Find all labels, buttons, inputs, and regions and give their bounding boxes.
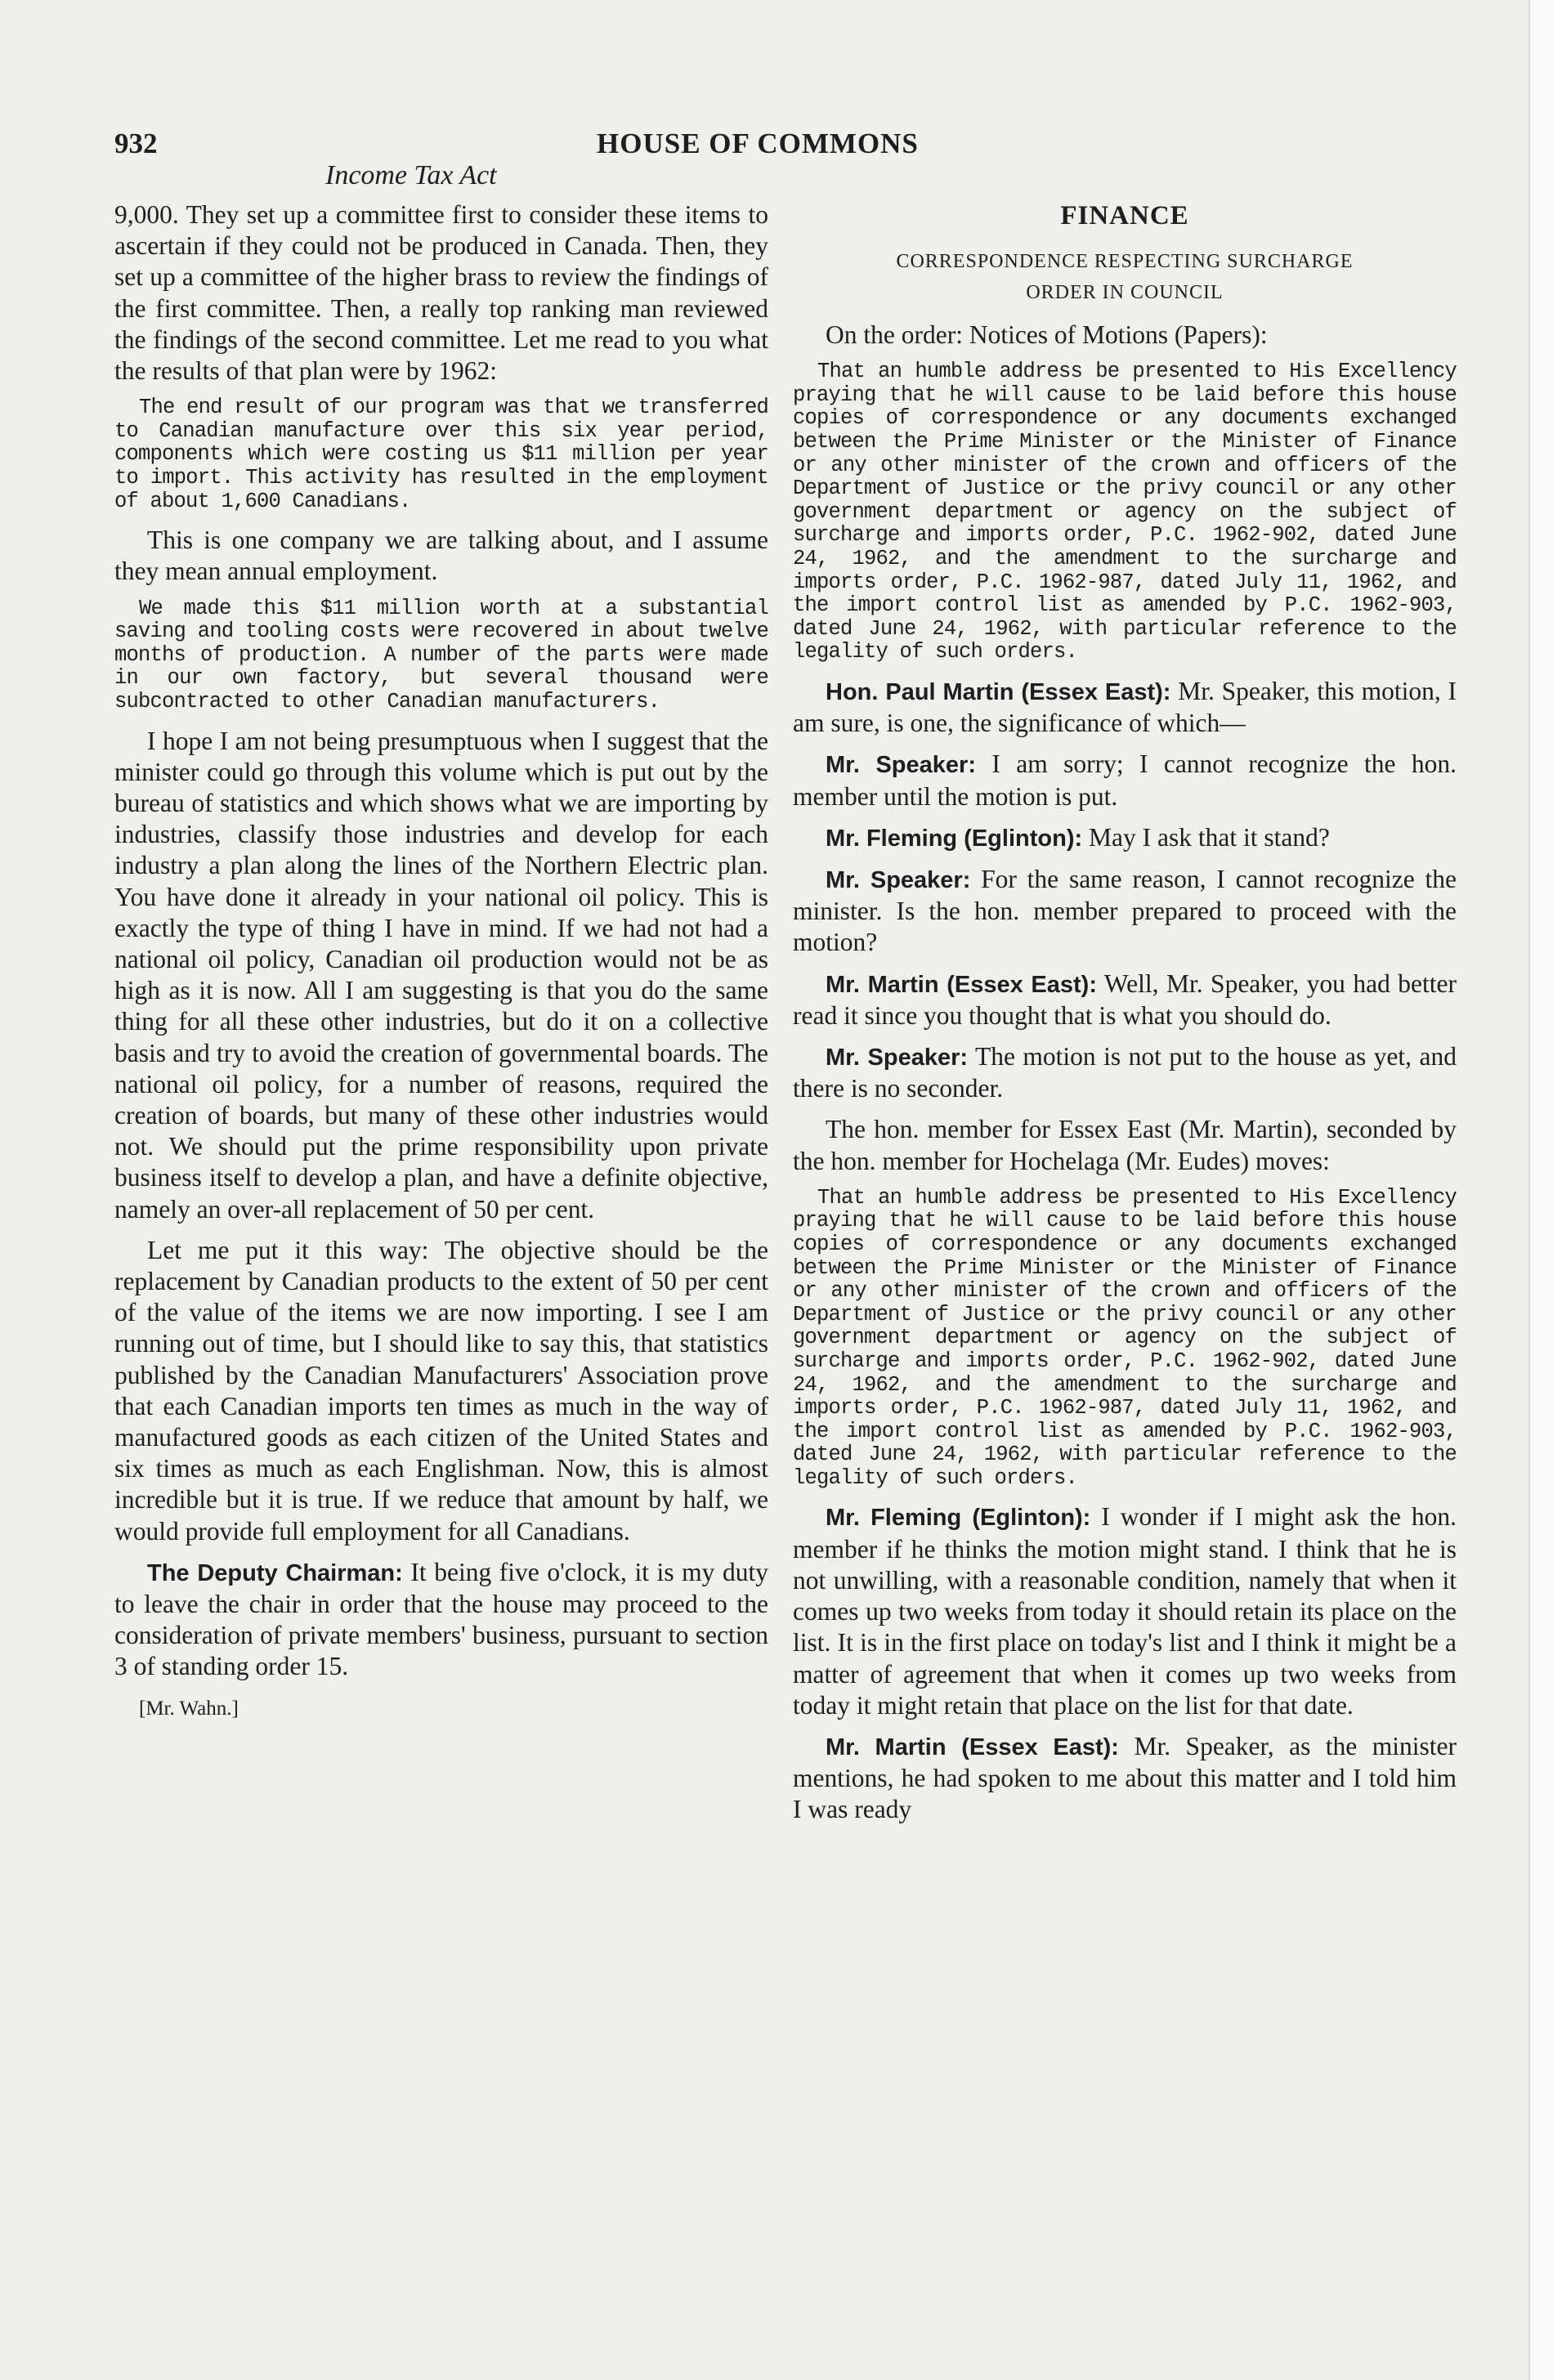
section-title: FINANCE [1060,201,1189,230]
paragraph: I hope I am not being presumptuous when I suggest that the minister could go through this volume which is put out by the bureau of statistics and which shows what we are importing by industries, classify those industries and develop for each industry a plan along the lines of the Northern Electric plan. You have done it already in your national oil policy. This is exactly the type of thing I have in mind. If we had not had a national oil policy, Canadian oil production would not be as high as it is now. All I am suggesting is that you do the same thing for all these other industries, but do it on a collective basis and try to avoid the creation of governmental boards. The national oil policy, for a number of reasons, required the creation of boards, but many of these other industries would not. We should put the prime responsibility upon private business itself to develop a plan, and have a definite objective, namely an over-all replacement of 50 per cent. [114,726,768,1224]
speaker-name: Mr. Speaker: [826,866,971,893]
speech-paragraph [793,822,1457,854]
speech-text: The motion is not put to the house as yet, and there is no seconder. [793,1041,1457,1103]
paragraph: On the order: Notices of Motions (Papers): [826,320,1268,349]
quotation: That an humble address be presented to His Excellency praying that he will cause to be laid before this house copies of correspondence or any documents exchanged between the Prime Minister or the Minister of Finance or any other minister of the crown and officers of the Department of Justice or the privy council or any other government department or agency on the subject of surcharge and imports order, P.C. 1962-902, dated June 24, 1962, and the amendment to the surcharge and imports order, P.C. 1962-987, dated July 11, 1962, and the import control list as amended by P.C. 1962-903, dated June 24, 1962, with particular reference to the legality of such orders. [793,360,1457,664]
speech-paragraph [793,1501,1457,1720]
speech-text: May I ask that it stand? [1082,822,1330,852]
speaker-name: Hon. Paul Martin (Essex East): [826,678,1171,705]
paragraph: The hon. member for Essex East (Mr. Martin), seconded by the hon. member for Hochelaga (Mr. Eudes) moves: [793,1115,1457,1175]
speech-text: I wonder if I might ask the hon. member if he thinks the motion might stand. I think that he is not unwilling, with a reasonable condition, namely that when it comes up two weeks from today it should retain its place on the list. It is in the first place on today's list and I think it might be a matter of agreement that when it comes up two weeks from today it might retain that place on the list for that date. [793,1502,1457,1720]
speech-text: For the same reason, I cannot recognize the minister. Is the hon. member prepared to proceed with the motion? [793,864,1457,957]
quotation: That an humble address be presented to His Excellency praying that he will cause to be laid before this house copies of correspondence or any documents exchanged between the Prime Minister or the Minister of Finance or any other minister of the crown and officers of the Department of Justice or the privy council or any other government department or agency on the subject of surcharge and imports order, P.C. 1962-902, dated June 24, 1962, and the amendment to the surcharge and imports order, P.C. 1962-987, dated July 11, 1962, and the import control list as amended by P.C. 1962-903, dated June 24, 1962, with particular reference to the legality of such orders. [793,1185,1457,1490]
speaker-name: Mr. Speaker: [826,752,976,779]
speaker-name: The Deputy Chairman: [147,1559,403,1586]
page-footer-note: [Mr. Wahn.] [139,1697,239,1720]
speaker-name: Mr. Speaker: [826,1044,969,1071]
paragraph: Let me put it this way: The objective should be the replacement by Canadian products to the extent of 50 per cent of the value of the items we are now importing. I see I am running out of time, but I should like to say this, that statistics published by the Canadian Manufacturers' Association prove that each Canadian imports ten times as much in the way of manufactured goods as each citizen of the United States and six times as much as each Englishman. Now, this is almost incredible but it is true. If we reduce that amount by half, we would provide full employment for all Canadians. [114,1235,768,1546]
page-number: 932 [114,128,158,159]
speech-text: Mr. Speaker, this motion, I am sure, is one, the significance of which— [793,676,1457,738]
speaker-name: Mr. Martin (Essex East): [826,971,1097,998]
right-column [793,199,1457,1836]
paragraph: 9,000. They set up a committee first to consider these items to ascertain if they could not be produced in Canada. Then, they set up a committee of the higher brass to review the findings of the first committee. Then, a really top ranking man reviewed the findings of the second committee. Let me read to you what the results of that plan were by 1962: [114,200,768,386]
speech-text: Mr. Speaker, as the minister mentions, he had spoken to me about this matter and I told him I was ready [793,1731,1457,1824]
quotation: The end result of our program was that we transferred to Canadian manufacture over this six year period, components which were costing us $11 million per year to import. This activity has resulted in the employment of about 1,600 Canadians. [114,396,768,513]
running-header-subtitle: Income Tax Act [325,160,497,190]
speech-paragraph [114,1557,768,1683]
speech-paragraph [793,676,1457,739]
speech-paragraph [793,1731,1457,1826]
left-column [114,199,768,1720]
speech-paragraph [793,969,1457,1031]
speech-paragraph [793,1041,1457,1104]
speech-paragraph [793,749,1457,812]
speech-text: It being five o'clock, it is my duty to leave the chair in order that the house may proceed to the consideration of private members' business, pursuant to section 3 of standing order 15. [114,1557,769,1681]
speech-paragraph [793,864,1457,959]
paragraph: This is one company we are talking about, and I assume they mean annual employment. [114,526,768,586]
section-subtitle-line: CORRESPONDENCE RESPECTING SURCHARGE [896,251,1354,272]
section-subtitle [793,246,1457,308]
page-edge [1528,0,1553,2380]
speech-text: Well, Mr. Speaker, you had better read it since you thought that is what you should do. [793,969,1457,1030]
quotation: We made this $11 million worth at a substantial saving and tooling costs were recovered in about twelve months of production. A number of the parts were made in our own factory, but several thousand were subcontracted to other Canadian manufacturers. [114,596,768,714]
speaker-name: Mr. Martin (Essex East): [826,1734,1119,1760]
speech-text: I am sorry; I cannot recognize the hon. member until the motion is put. [793,749,1457,811]
running-header-title: HOUSE OF COMMONS [597,128,919,159]
speaker-name: Mr. Fleming (Eglinton): [826,1505,1091,1532]
section-subtitle-line: ORDER IN COUNCIL [1026,282,1224,303]
speaker-name: Mr. Fleming (Eglinton): [826,825,1083,852]
